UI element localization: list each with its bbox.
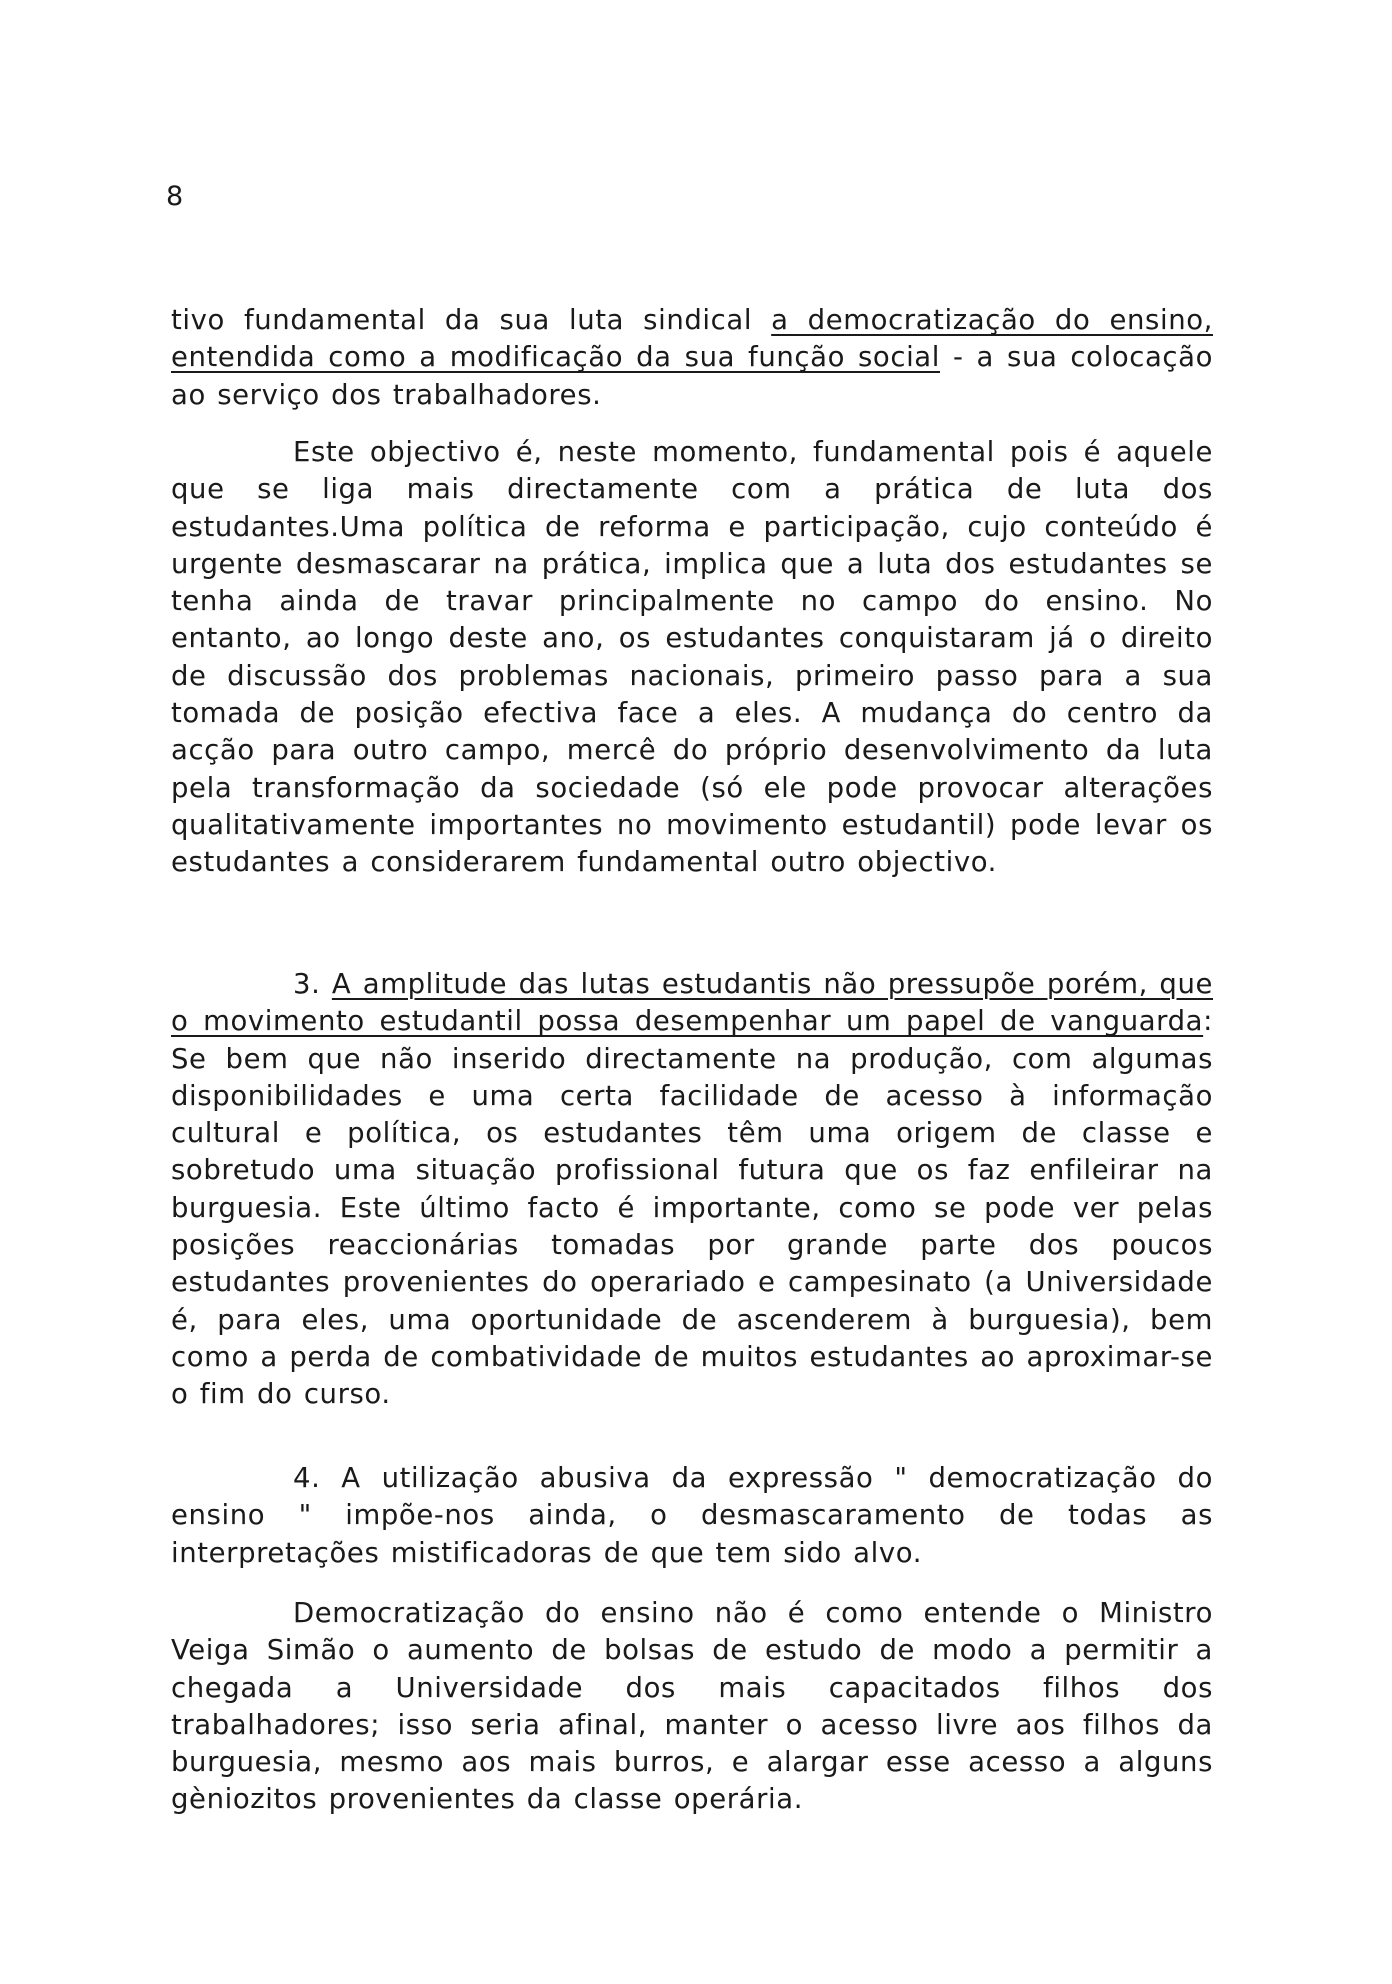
paragraph-point-3 (171, 966, 1213, 1414)
paragraph-text: - a sua colocação ao serviço dos trabalhadores. (171, 341, 1214, 411)
paragraph-text: tivo fundamental da sua luta sindical (171, 304, 772, 336)
paragraph-continuation (171, 302, 1213, 414)
page-number: 8 (166, 181, 184, 212)
paragraph-text: 4. A utilização abusiva da expressão " democratização do ensino " impõe-nos ainda, o desmascaramento de todas as interpretações mistificadoras de que tem sido alvo. (171, 1462, 1213, 1569)
paragraph-text: Este objectivo é, neste momento, fundamental pois é aquele que se liga mais directamente com a prática de luta dos estudantes.Uma política de reforma e participação, cujo conteúdo é urgente desmascarar na prática, implica que a luta dos estudantes se tenha ainda de travar principalmente no campo do ensino. No entanto, ao longo deste ano, os estudantes conquistaram já o direito de discussão dos problemas nacionais, primeiro passo para a sua tomada de posição efectiva face a eles. A mudança do centro da acção para outro campo, mercê do próprio desenvolvimento da luta pela transformação da sociedade (só ele pode provocar alterações qualitativamente importantes no movimento estudantil) pode levar os estudantes a considerarem fundamental outro objectivo. (171, 436, 1213, 879)
paragraph-text: Democratização do ensino não é como entende o Ministro Veiga Simão o aumento de bolsas de estudo de modo a permitir a chegada a Universidade dos mais capacitados filhos dos trabalhadores; isso seria afinal, manter o acesso livre aos filhos da burguesia, mesmo aos mais burros, e alargar esse acesso a alguns gèniozitos provenientes da classe operária. (171, 1597, 1213, 1816)
paragraph-text: : Se bem que não inserido directamente na produção, com algumas disponibilidades e uma certa facilidade de acesso à informação cultural e política, os estudantes têm uma origem de classe e sobretudo uma situação profissional futura que os faz enfileirar na burguesia. Este último facto é importante, como se pode ver pelas posições reaccionárias tomadas por grande parte dos poucos estudantes provenientes do operariado e campesinato (a Universidade é, para eles, uma oportunidade de ascenderem à burguesia), bem como a perda de combatividade de muitos estudantes ao aproximar-se o fim do curso. (171, 1005, 1213, 1411)
underlined-phrase: A amplitude das lutas estudantis não pressupõe porém, que o movimento estudantil possa desempenhar um papel de vanguarda (171, 968, 1213, 1038)
paragraph-objective (171, 434, 1213, 882)
paragraph-point-4 (171, 1460, 1213, 1572)
paragraph-democratization (171, 1595, 1213, 1819)
point-number: 3. (293, 968, 332, 1000)
underlined-phrase: a democratização do ensino, entendida como a modificação da sua função social (171, 304, 1213, 374)
